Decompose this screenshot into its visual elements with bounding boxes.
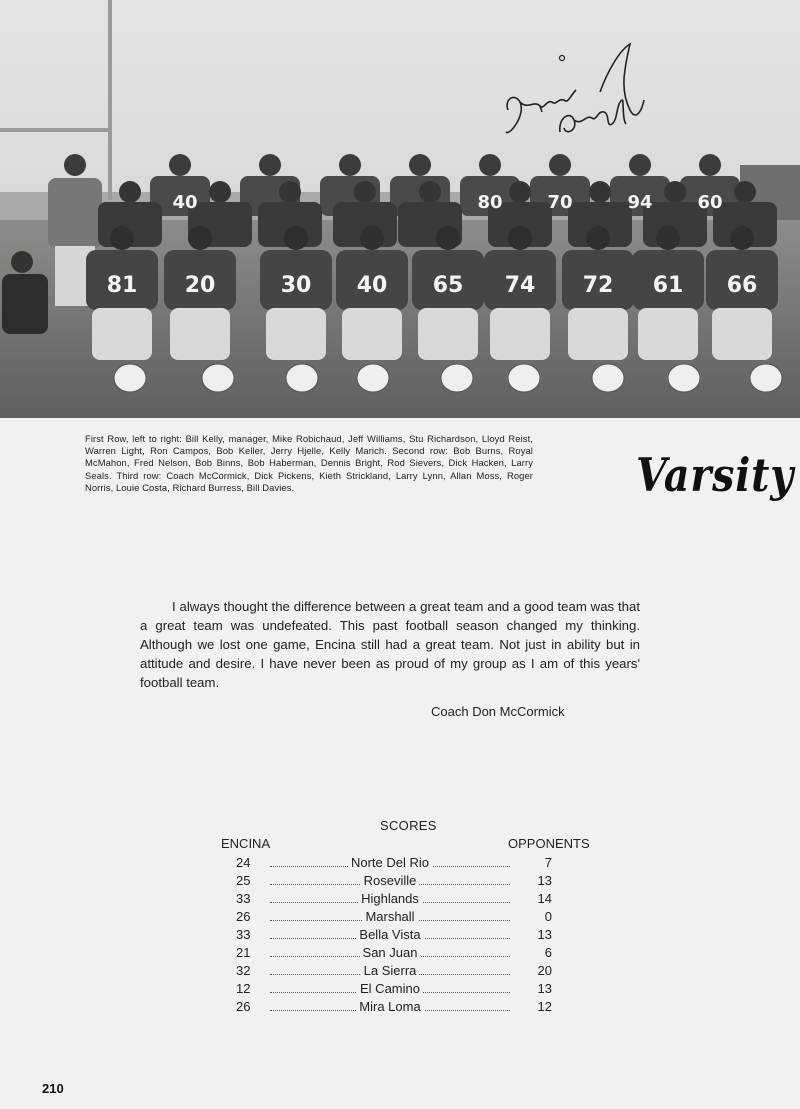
player-head: [409, 154, 431, 176]
jersey-number: 60: [697, 192, 723, 213]
opponent-name: Roseville: [270, 872, 510, 890]
opponent-score: 0: [544, 909, 552, 924]
opponent-name: Mira Loma: [270, 998, 510, 1016]
player-head: [110, 226, 134, 250]
opponent-name: San Juan: [270, 944, 510, 962]
helmet: [441, 364, 473, 392]
jersey-number: 81: [106, 273, 138, 298]
helmet: [668, 364, 700, 392]
encina-score: 33: [236, 927, 251, 942]
scores-table: [232, 854, 562, 1016]
player-head: [436, 226, 460, 250]
player-pants: [712, 308, 772, 360]
opponent-name: Highlands: [270, 890, 510, 908]
manager-body: [2, 274, 48, 334]
opponents-column-header: OPPONENTS: [508, 836, 590, 851]
player-pants: [342, 308, 402, 360]
jersey-number: 80: [477, 192, 503, 213]
helmet: [357, 364, 389, 392]
player-head: [664, 181, 686, 203]
player-head: [339, 154, 361, 176]
coach-body: [48, 178, 102, 248]
score-row: [232, 872, 562, 890]
helmet: [286, 364, 318, 392]
jersey-number: 70: [547, 192, 573, 213]
player-head: [284, 226, 308, 250]
encina-score: 26: [236, 999, 251, 1014]
encina-score: 12: [236, 981, 251, 996]
jersey-number: 66: [726, 273, 758, 298]
manager-head: [11, 251, 33, 273]
player-head: [360, 226, 384, 250]
player-head: [119, 181, 141, 203]
player-head: [509, 181, 531, 203]
encina-score: 25: [236, 873, 251, 888]
player-head: [419, 181, 441, 203]
jersey-number: 72: [582, 273, 614, 298]
section-title: Varsity: [636, 448, 795, 502]
player-pants: [92, 308, 152, 360]
encina-score: 32: [236, 963, 251, 978]
coach-quote: [140, 597, 640, 692]
player-pants: [418, 308, 478, 360]
opponent-name: Norte Del Rio: [270, 854, 510, 872]
opponent-score: 13: [537, 981, 552, 996]
player-head: [586, 226, 610, 250]
opponent-score: 20: [537, 963, 552, 978]
photo-caption: First Row, left to right: Bill Kelly, manager, Mike Robichaud, Jeff Williams, Stu Richardson, Lloyd Reist, Warren Light, Ron Campos, Bob Keller, Jerry Hjelle, Kelly Marich. Second row: Bob Burns, Royal McMahon, Fred Nelson, Bob Binns, Bob Haberman, Dennis Bright, Rod Sievers, Dick Hacken, Larry Seals. Third row: Coach McCormick, Dick Pickens, Kieth Strickland, Larry Lynn, Allan Moss, Roger Norris, Louie Costa, Richard Burress, Bill Davies.: [85, 433, 533, 493]
opponent-name: Marshall: [270, 908, 510, 926]
jersey-number: 40: [356, 273, 388, 298]
score-row: [232, 944, 562, 962]
jersey-number: 65: [432, 273, 464, 298]
score-row: [232, 926, 562, 944]
player-head: [730, 226, 754, 250]
coach-head: [64, 154, 86, 176]
player-pants: [568, 308, 628, 360]
player-head: [279, 181, 301, 203]
player-head: [259, 154, 281, 176]
jersey-number: 74: [504, 273, 536, 298]
score-row: [232, 854, 562, 872]
helmet: [592, 364, 624, 392]
jersey-number: 40: [172, 192, 198, 213]
player-head: [699, 154, 721, 176]
player-head: [479, 154, 501, 176]
jersey-number: 20: [184, 273, 216, 298]
score-row: [232, 980, 562, 998]
score-row: [232, 890, 562, 908]
player-head: [508, 226, 532, 250]
team-photo: [0, 0, 800, 418]
player-head: [209, 181, 231, 203]
scores-title: SCORES: [380, 818, 437, 833]
opponent-name: Bella Vista: [270, 926, 510, 944]
helmet: [114, 364, 146, 392]
player-head: [188, 226, 212, 250]
helmet: [508, 364, 540, 392]
opponent-name: La Sierra: [270, 962, 510, 980]
helmet: [202, 364, 234, 392]
player-pants: [170, 308, 230, 360]
player-pants: [638, 308, 698, 360]
opponent-score: 13: [537, 927, 552, 942]
encina-score: 26: [236, 909, 251, 924]
player-pants: [490, 308, 550, 360]
player-pants: [266, 308, 326, 360]
player-head: [734, 181, 756, 203]
opponent-score: 6: [544, 945, 552, 960]
autograph-signature: [500, 40, 660, 150]
player-head: [656, 226, 680, 250]
player-head: [354, 181, 376, 203]
opponent-score: 13: [537, 873, 552, 888]
opponent-score: 7: [544, 855, 552, 870]
jersey-number: 94: [627, 192, 653, 213]
quote-text: I always thought the difference between a great team and a good team was that a great team was undefeated. This past football season changed my thinking. Although we lost one game, Encina still had a great team. Not just in ability but in attitude and desire. I have never been as proud of my group as I am of this years' football team.: [140, 599, 640, 690]
player-head: [589, 181, 611, 203]
encina-score: 24: [236, 855, 251, 870]
opponent-score: 14: [537, 891, 552, 906]
player-head: [169, 154, 191, 176]
encina-score: 21: [236, 945, 251, 960]
player-head: [549, 154, 571, 176]
helmet: [750, 364, 782, 392]
jersey-number: 30: [280, 273, 312, 298]
encina-score: 33: [236, 891, 251, 906]
score-row: [232, 962, 562, 980]
jersey-number: 61: [652, 273, 684, 298]
score-row: [232, 998, 562, 1016]
opponent-name: El Camino: [270, 980, 510, 998]
page-number: 210: [42, 1081, 64, 1096]
quote-attribution: Coach Don McCormick: [431, 704, 565, 719]
opponent-score: 12: [537, 999, 552, 1014]
encina-column-header: ENCINA: [221, 836, 271, 851]
score-row: [232, 908, 562, 926]
player-head: [629, 154, 651, 176]
